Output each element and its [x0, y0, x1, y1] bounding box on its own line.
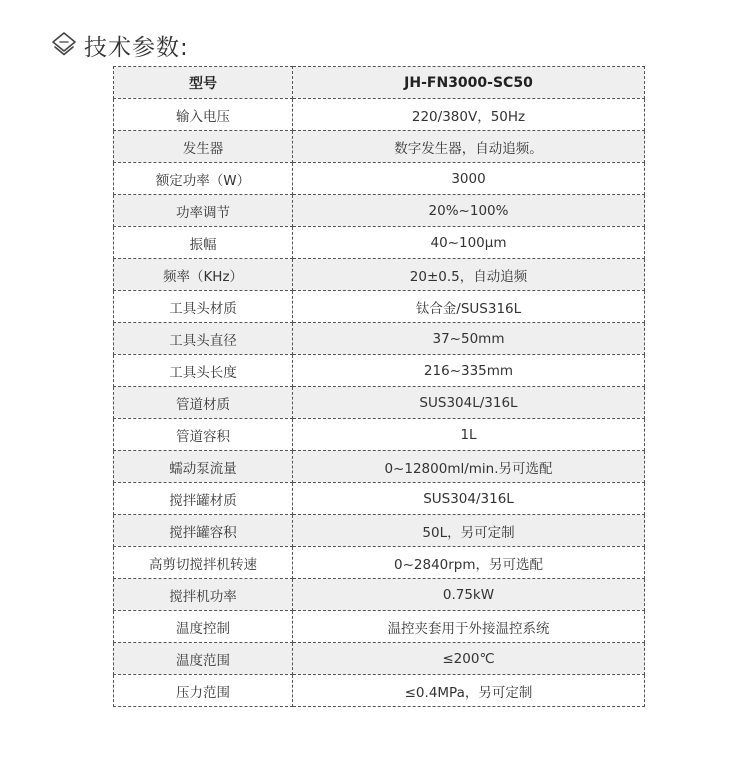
table-row [114, 227, 645, 259]
spec-value: ≤200℃ [293, 643, 645, 675]
spec-label: 搅拌机功率 [114, 579, 293, 611]
spec-label: 搅拌罐材质 [114, 483, 293, 515]
spec-label: 发生器 [114, 131, 293, 163]
spec-value: ≤0.4MPa，另可定制 [293, 675, 645, 707]
header-value: JH-FN3000-SC50 [293, 67, 645, 99]
spec-label: 工具头长度 [114, 355, 293, 387]
spec-value: 数字发生器，自动追频。 [293, 131, 645, 163]
spec-value: 钛合金/SUS316L [293, 291, 645, 323]
spec-label: 工具头材质 [114, 291, 293, 323]
spec-label: 管道材质 [114, 387, 293, 419]
spec-value: 40~100μm [293, 227, 645, 259]
section-header [50, 28, 189, 62]
spec-label: 输入电压 [114, 99, 293, 131]
spec-value: 3000 [293, 163, 645, 195]
spec-value: 20%~100% [293, 195, 645, 227]
spec-value: SUS304/316L [293, 483, 645, 515]
spec-label: 搅拌罐容积 [114, 515, 293, 547]
spec-value: 50L，另可定制 [293, 515, 645, 547]
spec-value: 温控夹套用于外接温控系统 [293, 611, 645, 643]
spec-value: 0~2840rpm，另可选配 [293, 547, 645, 579]
table-row [114, 131, 645, 163]
spec-label: 频率（KHz） [114, 259, 293, 291]
spec-value: 0.75kW [293, 579, 645, 611]
table-row [114, 195, 645, 227]
spec-label: 压力范围 [114, 675, 293, 707]
spec-value: 20±0.5，自动追频 [293, 259, 645, 291]
table-row [114, 643, 645, 675]
table-row [114, 259, 645, 291]
spec-value: 0~12800ml/min.另可选配 [293, 451, 645, 483]
spec-label: 温度范围 [114, 643, 293, 675]
table-header-row [114, 67, 645, 99]
spec-table [113, 66, 645, 707]
table-row [114, 579, 645, 611]
table-row [114, 291, 645, 323]
spec-value: SUS304L/316L [293, 387, 645, 419]
table-row [114, 451, 645, 483]
spec-label: 额定功率（W） [114, 163, 293, 195]
table-row [114, 387, 645, 419]
section-title: 技术参数: [84, 34, 189, 61]
spec-label: 振幅 [114, 227, 293, 259]
table-row [114, 675, 645, 707]
table-row [114, 323, 645, 355]
spec-value: 220/380V，50Hz [293, 99, 645, 131]
spec-label: 工具头直径 [114, 323, 293, 355]
table-row [114, 419, 645, 451]
layered-diamond-icon [50, 31, 78, 59]
spec-value: 216~335mm [293, 355, 645, 387]
spec-label: 蠕动泵流量 [114, 451, 293, 483]
table-row [114, 99, 645, 131]
spec-value: 1L [293, 419, 645, 451]
table-row [114, 547, 645, 579]
spec-label: 高剪切搅拌机转速 [114, 547, 293, 579]
table-row [114, 483, 645, 515]
table-row [114, 611, 645, 643]
spec-label: 功率调节 [114, 195, 293, 227]
spec-value: 37~50mm [293, 323, 645, 355]
table-row [114, 163, 645, 195]
table-row [114, 515, 645, 547]
table-row [114, 355, 645, 387]
spec-label: 管道容积 [114, 419, 293, 451]
header-label: 型号 [114, 67, 293, 99]
spec-label: 温度控制 [114, 611, 293, 643]
